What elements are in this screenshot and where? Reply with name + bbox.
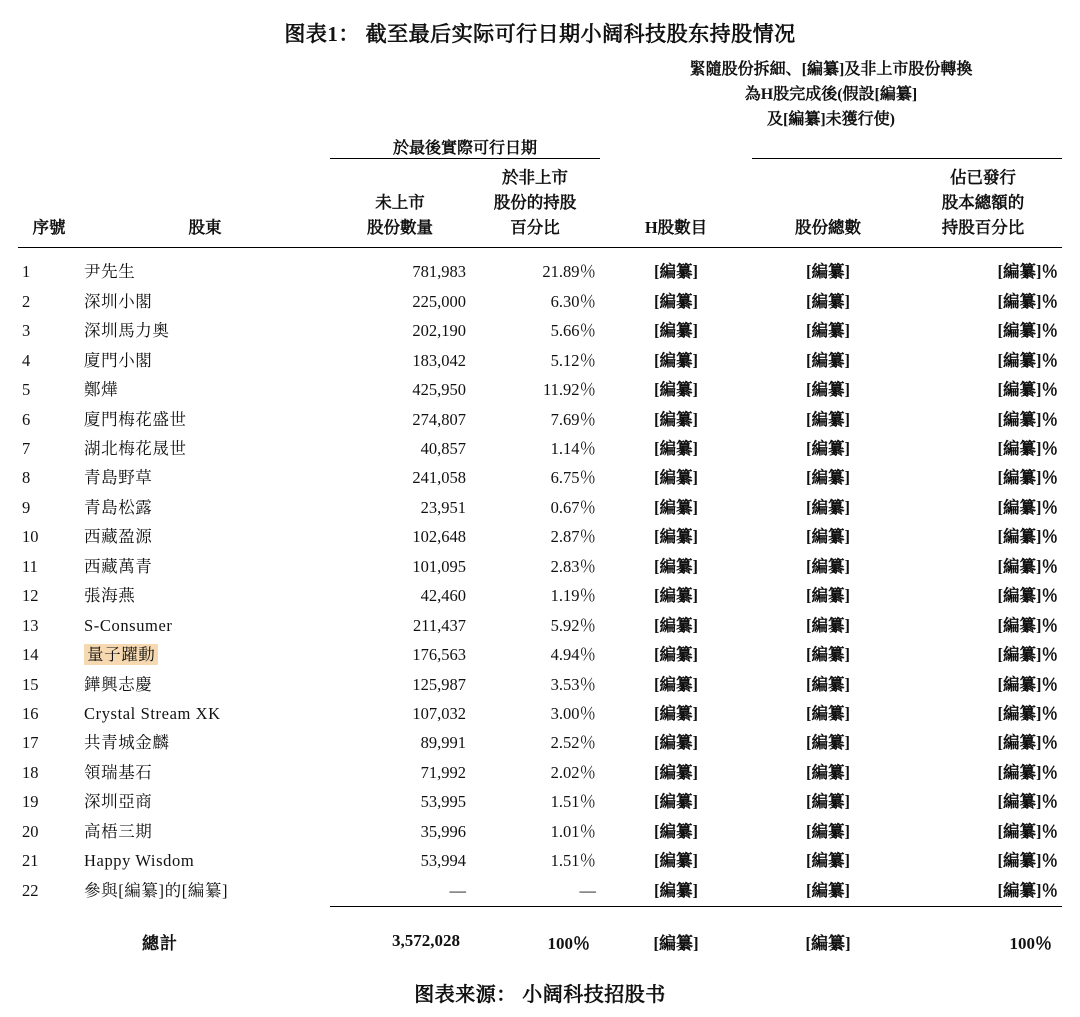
row-total-percent: [編纂]％ (997, 792, 1059, 812)
row-unlisted-percent: 5.12％ (550, 350, 596, 370)
row-no: 18 (22, 762, 39, 782)
row-h-shares: [編纂] (654, 291, 698, 311)
row-unlisted-shares: 23,951 (420, 497, 466, 517)
highlighted-name: 量子躍動 (84, 644, 158, 665)
row-unlisted-shares: 125,987 (412, 674, 466, 694)
group-header-right (600, 58, 1062, 135)
row-h-shares: [編纂] (654, 438, 698, 458)
column-header-pct-line2: 股份的持股 (493, 193, 577, 213)
row-unlisted-percent: 6.30％ (550, 291, 596, 311)
row-shareholder-name: 鄭燁 (84, 380, 119, 400)
table-row (18, 434, 1062, 463)
row-total-shares: [編纂] (806, 704, 850, 724)
column-header-hshare-line1: H股數目 (644, 217, 708, 237)
row-unlisted-shares: 425,950 (412, 380, 466, 400)
row-total-percent: [編纂]％ (997, 821, 1059, 841)
table-row (18, 611, 1062, 640)
row-unlisted-percent: 11.92％ (542, 380, 596, 400)
table-row (18, 699, 1062, 728)
row-shareholder-name: 湖北梅花晟世 (84, 438, 187, 458)
table-row (18, 847, 1062, 876)
table-row (18, 258, 1062, 287)
table-row (18, 317, 1062, 346)
row-h-shares: [編纂] (654, 409, 698, 429)
row-shareholder-name: Happy Wisdom (84, 851, 195, 871)
group-header-right-line1: 緊隨股份拆細、[編纂]及非上市股份轉換 (689, 61, 973, 78)
row-no: 7 (22, 438, 31, 458)
row-total-shares: [編纂] (806, 733, 850, 753)
row-unlisted-percent: 1.51％ (550, 792, 596, 812)
row-total-shares: [編纂] (806, 615, 850, 635)
total-row (18, 907, 1062, 958)
row-shareholder-name: 鏵興志慶 (84, 674, 153, 694)
spacer-cell (600, 135, 752, 158)
table-footer (18, 906, 1062, 958)
column-header-unlisted (330, 162, 470, 246)
row-h-shares: [編纂] (654, 762, 698, 782)
total-hshare: [編纂] (653, 933, 699, 953)
row-shareholder-name: 青島野草 (84, 468, 153, 488)
row-h-shares: [編纂] (654, 497, 698, 517)
total-pct-total: 100％ (1009, 933, 1053, 953)
row-total-percent: [編纂]％ (997, 350, 1059, 370)
table-row (18, 729, 1062, 758)
row-shareholder-name (80, 641, 330, 670)
row-total-percent: [編纂]％ (997, 556, 1059, 576)
row-no: 2 (22, 291, 31, 311)
row-total-percent: [編纂]％ (997, 733, 1059, 753)
row-total-percent: [編纂]％ (997, 645, 1059, 665)
shareholding-table (18, 58, 1062, 958)
row-total-percent: [編纂]％ (997, 674, 1059, 694)
row-shareholder-name: 廈門小閣 (84, 350, 153, 370)
row-h-shares: [編纂] (654, 380, 698, 400)
spacer-cell (752, 135, 904, 158)
row-h-shares: [編纂] (654, 821, 698, 841)
row-shareholder-name: 張海燕 (84, 586, 136, 606)
row-h-shares: [編纂] (654, 704, 698, 724)
spacer-cell (18, 135, 80, 158)
row-shareholder-name: 西藏盈源 (84, 527, 153, 547)
table-header (18, 58, 1062, 258)
group-header-row-right (18, 58, 1062, 135)
row-shareholder-name: 深圳小閣 (84, 291, 153, 311)
row-no: 21 (22, 851, 39, 871)
row-unlisted-shares: 53,995 (420, 792, 466, 812)
row-unlisted-shares: 89,991 (420, 733, 466, 753)
row-h-shares: [編纂] (654, 586, 698, 606)
row-total-shares: [編纂] (806, 851, 850, 871)
row-shareholder-name: 高梧三期 (84, 821, 153, 841)
row-no: 20 (22, 821, 39, 841)
row-unlisted-shares: 781,983 (412, 262, 466, 282)
table-row (18, 464, 1062, 493)
row-h-shares: [編纂] (654, 674, 698, 694)
row-h-shares: [編纂] (654, 880, 698, 900)
row-total-percent: [編纂]％ (997, 497, 1059, 517)
row-unlisted-percent: 5.92％ (550, 615, 596, 635)
row-h-shares: [編纂] (654, 468, 698, 488)
row-unlisted-percent: 6.75％ (550, 468, 596, 488)
table-row (18, 375, 1062, 404)
row-total-percent: [編纂]％ (997, 291, 1059, 311)
column-header-pct-total-line2: 股本總額的 (941, 193, 1025, 213)
row-unlisted-shares: 101,095 (412, 556, 466, 576)
table-row (18, 876, 1062, 905)
row-unlisted-shares: 211,437 (412, 615, 466, 635)
table-row (18, 788, 1062, 817)
row-shareholder-name: 深圳馬力奧 (84, 321, 170, 341)
row-total-shares: [編纂] (806, 321, 850, 341)
table-row (18, 493, 1062, 522)
column-header-unlisted-line2: 股份數量 (367, 217, 433, 237)
row-total-percent: [編纂]％ (997, 762, 1059, 782)
group-header-left: 於最後實際可行日期 (392, 140, 537, 158)
table-row (18, 405, 1062, 434)
row-total-percent: [編纂]％ (997, 321, 1059, 341)
column-header-no: 序號 (32, 217, 66, 237)
row-total-percent: [編纂]％ (997, 262, 1059, 282)
row-h-shares: [編纂] (654, 350, 698, 370)
row-unlisted-percent: 7.69％ (550, 409, 596, 429)
row-unlisted-percent: 21.89％ (542, 262, 596, 282)
row-total-percent: [編纂]％ (997, 880, 1059, 900)
column-header-row (18, 162, 1062, 246)
column-header-hshare (600, 162, 752, 246)
row-h-shares: [編纂] (654, 645, 698, 665)
row-shareholder-name: 尹先生 (84, 262, 136, 282)
row-h-shares: [編纂] (654, 262, 698, 282)
row-h-shares: [編纂] (654, 556, 698, 576)
row-no: 15 (22, 674, 39, 694)
row-total-shares: [編纂] (806, 645, 850, 665)
row-shareholder-name: 參與[編纂]的[編纂] (84, 880, 229, 900)
table-row (18, 523, 1062, 552)
row-total-percent: [編纂]％ (997, 409, 1059, 429)
row-shareholder-name: 深圳亞商 (84, 792, 153, 812)
row-unlisted-shares: 107,032 (412, 704, 466, 724)
row-no: 11 (22, 556, 38, 576)
row-total-percent: [編纂]％ (997, 615, 1059, 635)
row-total-shares: [編纂] (806, 409, 850, 429)
column-header-name: 股東 (188, 217, 222, 237)
row-unlisted-shares: 40,857 (420, 438, 466, 458)
row-unlisted-percent: — (579, 880, 596, 900)
row-total-percent: [編纂]％ (997, 468, 1059, 488)
row-total-shares: [編纂] (806, 674, 850, 694)
table-row (18, 346, 1062, 375)
row-h-shares: [編纂] (654, 527, 698, 547)
row-unlisted-shares: 274,807 (412, 409, 466, 429)
row-total-percent: [編纂]％ (997, 704, 1059, 724)
row-total-shares: [編纂] (806, 438, 850, 458)
spacer-cell (80, 58, 330, 135)
total-unlisted: 3,572,028 (392, 931, 460, 951)
row-total-percent: [編纂]％ (997, 527, 1059, 547)
row-unlisted-percent: 1.51％ (550, 851, 596, 871)
row-no: 4 (22, 350, 31, 370)
row-unlisted-percent: 0.67％ (550, 497, 596, 517)
row-no: 17 (22, 733, 39, 753)
column-header-pct-total-line3: 持股百分比 (941, 217, 1025, 237)
spacer-cell (470, 58, 600, 135)
row-no: 13 (22, 615, 39, 635)
row-no: 14 (22, 645, 39, 665)
row-total-shares: [編纂] (806, 497, 850, 517)
total-label: 總計 (142, 933, 178, 953)
group-header-right-line2: 為H股完成後(假設[編纂] (744, 85, 918, 103)
row-unlisted-percent: 1.14％ (550, 438, 596, 458)
row-unlisted-shares: 241,058 (412, 468, 466, 488)
table-row (18, 670, 1062, 699)
row-unlisted-shares: 225,000 (412, 291, 466, 311)
page-title: 图表1： 截至最后实际可行日期小阔科技股东持股情况 (284, 22, 796, 46)
row-unlisted-percent: 2.87％ (550, 527, 596, 547)
column-header-total-line1: 股份總數 (795, 217, 861, 237)
table-row (18, 582, 1062, 611)
row-no: 5 (22, 380, 31, 400)
row-h-shares: [編纂] (654, 615, 698, 635)
spacer-cell (330, 58, 470, 135)
column-header-pct-total-line1: 佔已發行 (950, 168, 1016, 188)
table-row (18, 641, 1062, 670)
group-header-right-line3: 及[編纂]未獲行使) (767, 110, 895, 128)
row-total-shares: [編纂] (806, 586, 850, 606)
column-header-pct-total (904, 162, 1062, 246)
row-total-percent: [編纂]％ (997, 438, 1059, 458)
row-total-shares: [編纂] (806, 291, 850, 311)
row-unlisted-percent: 3.53％ (550, 674, 596, 694)
total-no (18, 907, 80, 958)
spacer-cell (80, 135, 330, 158)
table-row (18, 817, 1062, 846)
table-row (18, 552, 1062, 581)
row-shareholder-name: 共青城金麟 (84, 733, 170, 753)
row-total-shares: [編纂] (806, 527, 850, 547)
spacer-cell (904, 135, 1062, 158)
table-row (18, 758, 1062, 787)
row-shareholder-name: S-Consumer (84, 615, 173, 635)
row-no: 12 (22, 586, 39, 606)
column-header-total (752, 162, 904, 246)
row-h-shares: [編纂] (654, 851, 698, 871)
row-no: 1 (22, 262, 31, 282)
row-shareholder-name: 西藏萬青 (84, 556, 153, 576)
group-header-row-left (18, 135, 1062, 158)
row-no: 6 (22, 409, 31, 429)
table-body (18, 258, 1062, 906)
total-total: [編纂] (805, 933, 851, 953)
row-unlisted-percent: 5.66％ (550, 321, 596, 341)
row-no: 3 (22, 321, 31, 341)
row-unlisted-shares: 102,648 (412, 527, 466, 547)
row-no: 9 (22, 497, 31, 517)
row-shareholder-name: 領瑞基石 (84, 762, 153, 782)
row-unlisted-shares: 42,460 (420, 586, 466, 606)
row-total-percent: [編纂]％ (997, 851, 1059, 871)
column-header-pct (470, 162, 600, 246)
row-total-shares: [編纂] (806, 262, 850, 282)
row-total-percent: [編纂]％ (997, 380, 1059, 400)
row-unlisted-shares: 183,042 (412, 350, 466, 370)
row-unlisted-percent: 3.00％ (550, 704, 596, 724)
row-unlisted-percent: 2.83％ (550, 556, 596, 576)
column-header-pct-line1: 於非上市 (502, 168, 568, 188)
row-total-shares: [編纂] (806, 380, 850, 400)
row-total-shares: [編纂] (806, 556, 850, 576)
row-total-shares: [編纂] (806, 350, 850, 370)
row-unlisted-shares: 71,992 (420, 762, 466, 782)
row-shareholder-name: Crystal Stream XK (84, 704, 221, 724)
row-unlisted-shares: — (449, 880, 466, 900)
row-unlisted-shares: 176,563 (412, 645, 466, 665)
row-unlisted-percent: 4.94％ (550, 645, 596, 665)
row-h-shares: [編纂] (654, 792, 698, 812)
row-no: 10 (22, 527, 39, 547)
row-shareholder-name: 廈門梅花盛世 (84, 409, 187, 429)
source-caption: 图表来源： 小阔科技招股书 (414, 983, 666, 1006)
row-no: 16 (22, 704, 39, 724)
row-no: 22 (22, 880, 39, 900)
row-unlisted-shares: 202,190 (412, 321, 466, 341)
total-pct: 100％ (547, 933, 590, 953)
column-header-pct-line3: 百分比 (510, 217, 560, 237)
row-shareholder-name: 青島松露 (84, 497, 153, 517)
row-unlisted-percent: 1.01％ (550, 821, 596, 841)
row-total-shares: [編纂] (806, 762, 850, 782)
row-no: 8 (22, 468, 31, 488)
row-unlisted-percent: 2.02％ (550, 762, 596, 782)
row-total-shares: [編纂] (806, 880, 850, 900)
row-unlisted-percent: 1.19％ (550, 586, 596, 606)
spacer-cell (18, 58, 80, 135)
row-total-shares: [編纂] (806, 792, 850, 812)
table-row (18, 287, 1062, 316)
row-no: 19 (22, 792, 39, 812)
row-total-percent: [編纂]％ (997, 586, 1059, 606)
row-unlisted-percent: 2.52％ (550, 733, 596, 753)
row-total-shares: [編纂] (806, 821, 850, 841)
column-header-unlisted-line1: 未上市 (375, 193, 425, 213)
row-h-shares: [編纂] (654, 733, 698, 753)
row-total-shares: [編纂] (806, 468, 850, 488)
row-unlisted-shares: 35,996 (420, 821, 466, 841)
row-unlisted-shares: 53,994 (420, 851, 466, 871)
row-h-shares: [編纂] (654, 321, 698, 341)
